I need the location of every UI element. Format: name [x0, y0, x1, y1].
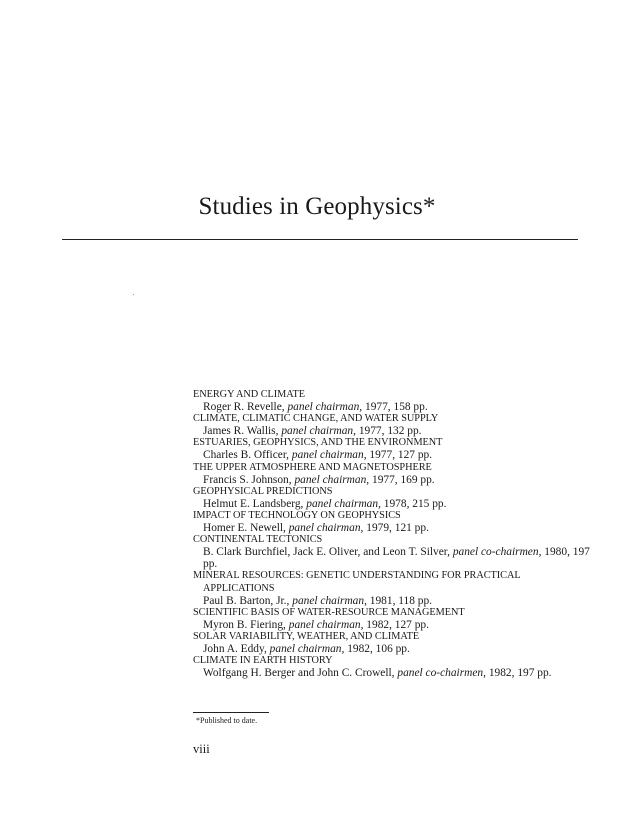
footnote-rule: [193, 712, 269, 713]
study-role: panel chairman,: [292, 594, 367, 607]
study-info: 1977, 158 pp.: [365, 401, 428, 414]
study-title: CLIMATE, CLIMATIC CHANGE, AND WATER SUPPLY: [193, 413, 439, 425]
study-entry: [193, 389, 593, 413]
study-people: Charles B. Officer,: [203, 449, 290, 462]
study-detail: [193, 522, 593, 534]
study-entry: [193, 437, 593, 461]
study-info: 1982, 127 pp.: [366, 618, 429, 631]
study-role: panel chairman,: [288, 618, 364, 631]
study-people: B. Clark Burchfiel, Jack E. Oliver, and Leon T. Silver,: [203, 546, 450, 559]
study-entry: [193, 607, 593, 631]
studies-list: [193, 389, 593, 679]
study-detail: [193, 498, 593, 510]
page-title: Studies in Geophysics*: [198, 193, 436, 220]
study-title: CONTINENTAL TECTONICS: [193, 534, 323, 546]
study-detail: [193, 474, 593, 486]
study-info: 1977, 132 pp.: [358, 425, 422, 438]
study-entry: [193, 534, 593, 570]
study-entry: [193, 486, 593, 510]
study-detail: [193, 643, 593, 655]
study-detail: [193, 667, 593, 679]
study-info: 1977, 127 pp.: [369, 449, 433, 462]
study-people: James R. Wallis,: [203, 425, 279, 438]
study-entry: [193, 462, 593, 486]
footnote: *Published to date.: [196, 716, 258, 725]
study-role: panel co-chairmen,: [397, 667, 486, 680]
study-info: 1982, 106 pp.: [347, 642, 410, 655]
study-people: Roger R. Revelle,: [203, 401, 285, 414]
study-people: Wolfgang H. Berger and John C. Crowell,: [203, 667, 395, 680]
study-role: panel co-chairmen,: [452, 546, 542, 559]
study-detail: [193, 425, 593, 437]
study-people: Francis S. Johnson,: [203, 473, 292, 486]
study-title: ENERGY AND CLIMATE: [193, 389, 305, 400]
study-role: panel chairman,: [269, 642, 345, 655]
study-detail: [193, 401, 593, 413]
study-detail: [193, 595, 593, 607]
study-role: panel chairman,: [288, 522, 364, 535]
page-number: viii: [193, 742, 210, 756]
study-title: ESTUARIES, GEOPHYSICS, AND THE ENVIRONMENT: [193, 437, 443, 449]
study-title: CLIMATE IN EARTH HISTORY: [193, 655, 333, 667]
study-entry: [193, 570, 593, 606]
study-detail: [193, 449, 593, 461]
study-info: 1979, 121 pp.: [366, 522, 429, 535]
study-info: 1978, 215 pp.: [383, 497, 447, 510]
study-entry: [193, 510, 593, 534]
study-info: 1982, 197 pp.: [488, 667, 552, 680]
study-entry: [193, 655, 593, 679]
study-role: panel chairman,: [291, 449, 367, 462]
study-role: panel chairman,: [306, 497, 381, 510]
study-title: MINERAL RESOURCES: GENETIC UNDERSTANDING FOR PRACTICAL APPLICATIONS: [193, 570, 521, 594]
study-info: 1981, 118 pp.: [369, 594, 433, 607]
study-role: panel chairman,: [294, 473, 370, 486]
study-info: 1977, 169 pp.: [372, 473, 435, 486]
study-title: GEOPHYSICAL PREDICTIONS: [193, 485, 333, 497]
study-title: SOLAR VARIABILITY, WEATHER, AND CLIMATE: [193, 630, 420, 642]
title-rule: [62, 239, 578, 240]
study-people: Paul B. Barton, Jr.,: [203, 594, 290, 607]
study-entry: [193, 413, 593, 437]
study-detail: [193, 619, 593, 631]
study-role: panel chairman,: [287, 401, 363, 414]
study-people: Homer E. Newell,: [203, 522, 286, 535]
study-people: Myron B. Fiering,: [203, 618, 286, 631]
study-detail: [193, 546, 593, 570]
study-info: 1980, 197 pp.: [203, 546, 590, 571]
study-title: THE UPPER ATMOSPHERE AND MAGNETOSPHERE: [193, 461, 432, 473]
study-people: John A. Eddy,: [203, 642, 267, 655]
study-title: SCIENTIFIC BASIS OF WATER-RESOURCE MANAGEMENT: [193, 606, 465, 618]
study-people: Helmut E. Landsberg,: [203, 497, 304, 510]
study-entry: [193, 631, 593, 655]
study-role: panel chairman,: [281, 425, 356, 438]
study-title: IMPACT OF TECHNOLOGY ON GEOPHYSICS: [193, 509, 401, 521]
scan-speck: [133, 294, 134, 295]
